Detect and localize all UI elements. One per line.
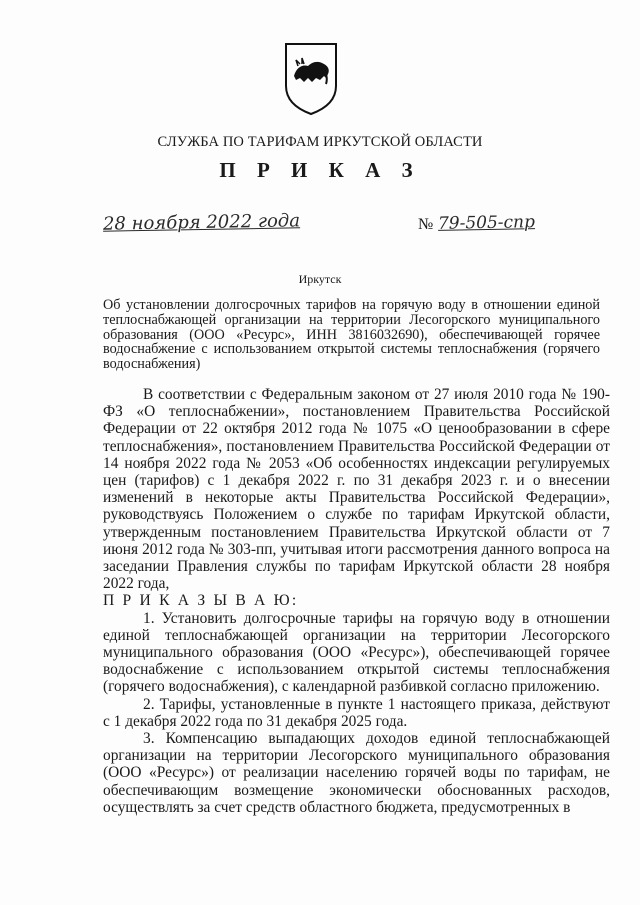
handwritten-date: 28 ноября 2022 года xyxy=(102,210,301,235)
document-title: П Р И К А З xyxy=(219,158,421,182)
handwritten-order-number: 79-505-спр xyxy=(437,212,536,234)
preamble-paragraph: В соответствии с Федеральным законом от 27 июля 2010 года № 190-ФЗ «О теплоснабжении», постановлением Правительства Российской Федерации от 22 октября 2012 года № 1075 «О ценообразовании в сфере теплоснабжения», постановлением Правительства Российской Федерации от 14 ноября 2022 года № 2053 «Об особенностях индексации регулируемых цен (тарифов) с 1 декабря 2022 г. по 31 декабря 2023 г. и о внесении изменений в некоторые акты Правительства Российской Федерации», руководствуясь Положением о службе по тарифам Иркутской области, утвержденным постановлением Правительства Иркутской области от 7 июня 2012 года № 303-пп, учитывая итоги рассмотрения данного вопроса на заседании Правления службы по тарифам Иркутской области 28 ноября 2022 года, xyxy=(103,386,610,593)
agency-name: СЛУЖБА ПО ТАРИФАМ ИРКУТСКОЙ ОБЛАСТИ xyxy=(157,134,483,150)
order-word: П Р И К А З Ы В А Ю: xyxy=(103,592,299,610)
order-item-2: 2. Тарифы, установленные в пункте 1 настоящего приказа, действуют с 1 декабря 2022 года по 31 декабря 2025 года. xyxy=(103,695,610,730)
babr-figure-icon xyxy=(294,62,329,82)
order-body xyxy=(103,386,610,816)
order-item-3: 3. Компенсацию выпадающих доходов единой теплоснабжающей организации на территории Лесогорского муниципального образования (ООО «Ресурс») от реализации населению горячей воды по тарифам, не обеспечивающим возмещение экономически обоснованных расходов, осуществлять за счет средств областного бюджета, предусмотренных в xyxy=(103,730,610,816)
number-label: № xyxy=(418,216,434,233)
city-name: Иркутск xyxy=(298,272,342,286)
order-item-1: 1. Установить долгосрочные тарифы на горячую воду в отношении единой теплоснабжающей организации на территории Лесогорского муниципального образования (ООО «Ресурс»), обеспечивающей горячее водоснабжение с использованием открытой системы теплоснабжения (горячего водоснабжения), с календарной разбивкой согласно приложению. xyxy=(103,609,610,696)
coat-of-arms-emblem xyxy=(282,42,340,116)
order-subject: Об установлении долгосрочных тарифов на горячую воду в отношении единой теплоснабжающей организации на территории Лесогорского муниципального образования (ООО «Ресурс», ИНН 3816032690), обеспечивающей горячее водоснабжение с использованием открытой системы теплоснабжения (горячего водоснабжения) xyxy=(103,297,600,373)
